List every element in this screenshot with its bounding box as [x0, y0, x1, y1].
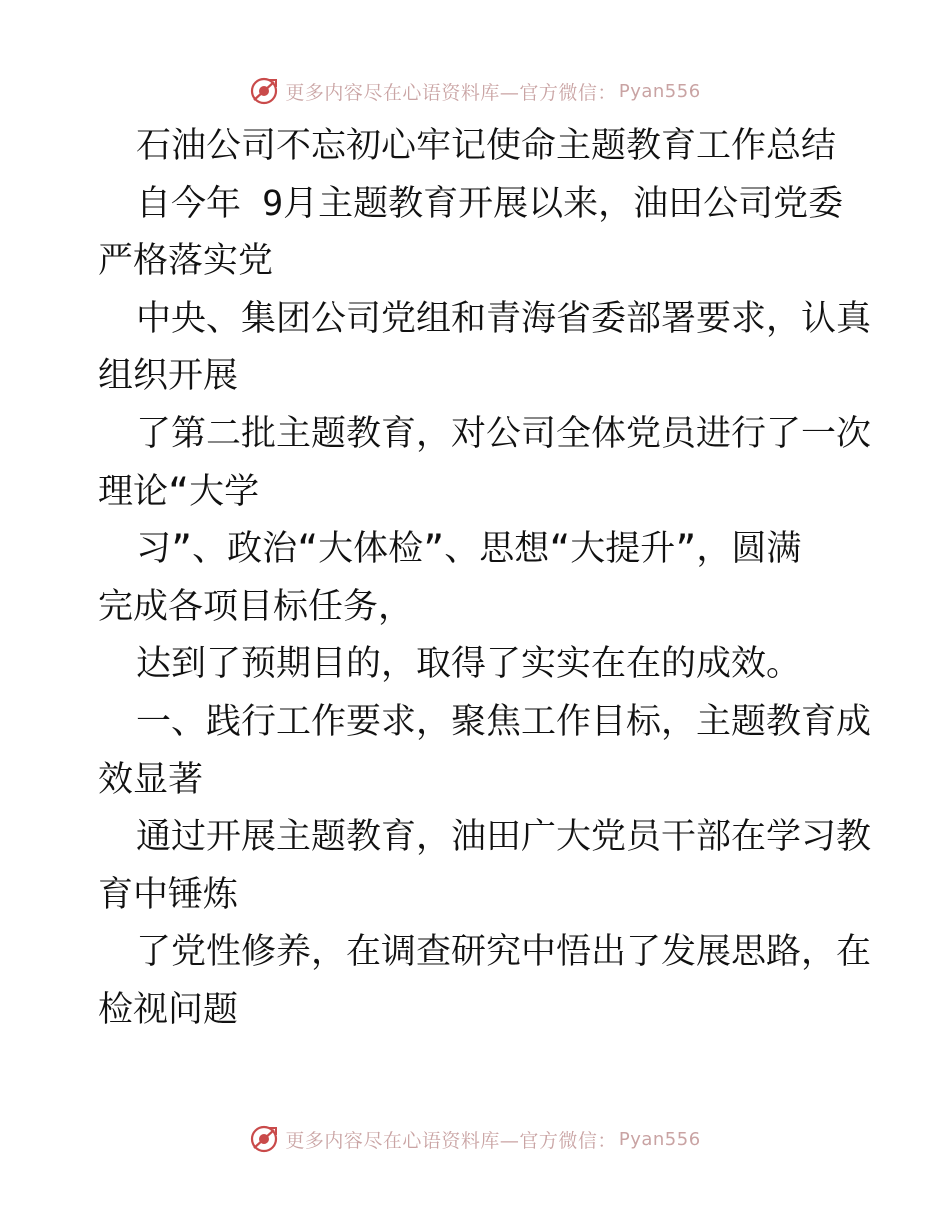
text-line: 中央、集团公司党组和青海省委部署要求，认真 [136, 298, 872, 339]
text-line: 习”、政治“大体检”、思想“大提升”，圆满 [136, 529, 802, 570]
header-watermark [0, 74, 950, 108]
text-line: 组织开展 [98, 356, 239, 397]
watermark-text: 更多内容尽在心语资料库—官方微信： [285, 81, 617, 104]
section-heading: 一、践行工作要求，聚焦工作目标，主题教育成 [136, 701, 872, 742]
text-line: 通过开展主题教育，油田广大党员干部在学习教 [136, 817, 872, 858]
watermark-text: 更多内容尽在心语资料库—官方微信： [285, 1129, 617, 1152]
text-line: 检视问题 [98, 989, 239, 1030]
text-line: 达到了预期目的，取得了实实在在的成效。 [136, 644, 802, 685]
text-line: 了第二批主题教育，对公司全体党员进行了一次 [136, 413, 872, 454]
text-line: 完成各项目标任务， [98, 586, 414, 627]
logo-icon [249, 1124, 279, 1154]
watermark-id: Pyan556 [618, 1128, 701, 1150]
document-body [98, 118, 872, 1040]
text-line: 自今年 9月主题教育开展以来，油田公司党委 [136, 183, 844, 224]
section-heading-continued: 效显著 [98, 759, 204, 800]
text-line: 了党性修养，在调查研究中悟出了发展思路，在 [136, 932, 872, 973]
text-line: 严格落实党 [98, 241, 274, 282]
watermark-id: Pyan556 [618, 80, 701, 102]
text-line: 理论“大学 [98, 471, 260, 512]
logo-icon [249, 76, 279, 106]
footer-watermark [0, 1122, 950, 1156]
text-line: 育中锤炼 [98, 874, 239, 915]
document-title: 石油公司不忘初心牢记使命主题教育工作总结 [136, 126, 837, 166]
